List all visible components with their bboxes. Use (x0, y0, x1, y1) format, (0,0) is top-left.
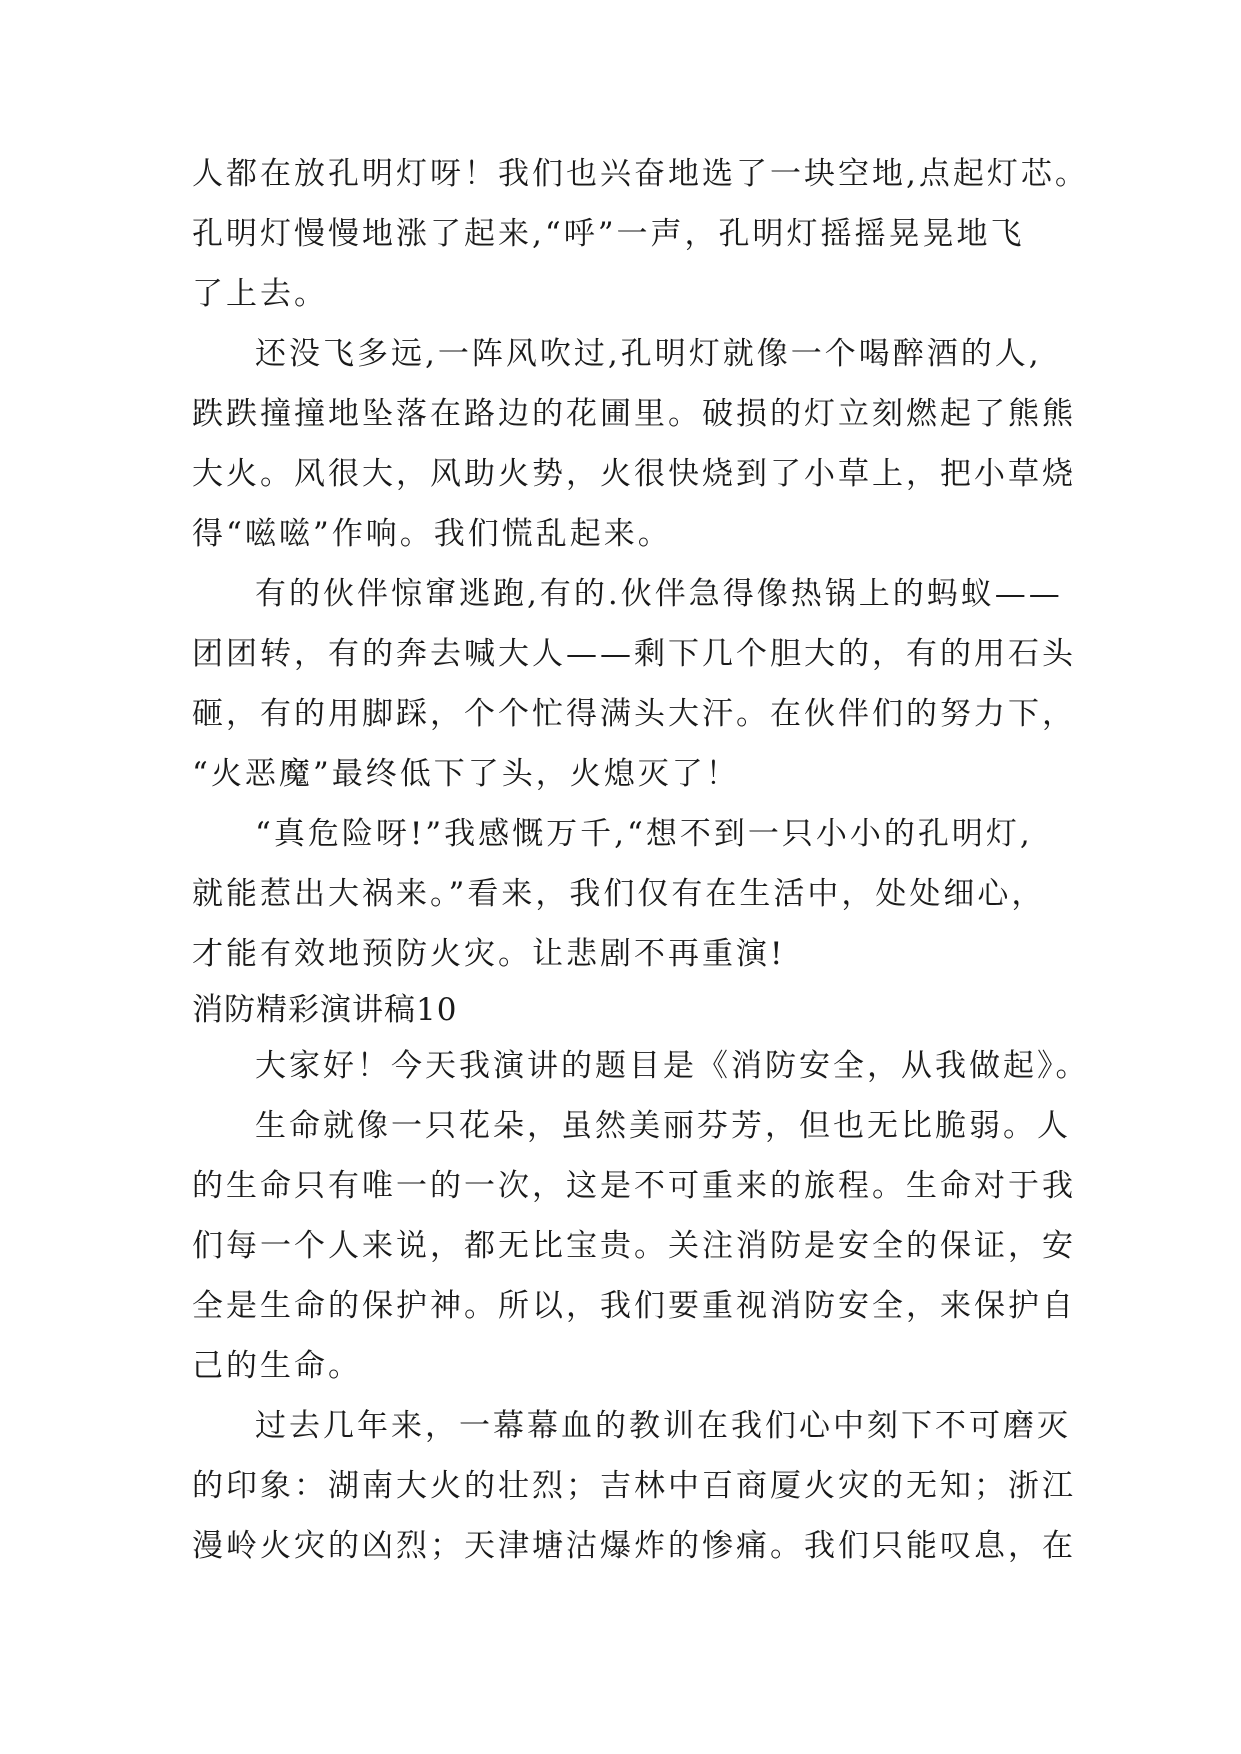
paragraph-line: 漫岭火灾的凶烈；天津塘沽爆炸的惨痛。我们只能叹息，在 (192, 1528, 1076, 1564)
paragraph-line: 人都在放孔明灯呀！我们也兴奋地选了一块空地,点起灯芯。 (192, 156, 1089, 192)
paragraph-line: 生命就像一只花朵，虽然美丽芬芳，但也无比脆弱。人 (255, 1108, 1071, 1144)
paragraph-line: 就能惹出大祸来。”看来，我们仅有在生活中，处处细心， (192, 876, 1046, 912)
paragraph-line: “真危险呀!”我感慨万千,“想不到一只小小的孔明灯, (255, 816, 1033, 852)
paragraph-line: 大火。风很大，风助火势，火很快烧到了小草上，把小草烧 (192, 456, 1076, 492)
paragraph-line: 己的生命。 (192, 1348, 362, 1384)
paragraph-line: 孔明灯慢慢地涨了起来,“呼”一声，孔明灯摇摇晃晃地飞 (192, 216, 1025, 252)
paragraph-line: 团团转，有的奔去喊大人——剩下几个胆大的，有的用石头 (192, 636, 1076, 672)
paragraph-line: “火恶魔”最终低下了头，火熄灭了！ (192, 756, 740, 792)
paragraph-line: 砸，有的用脚踩，个个忙得满头大汗。在伙伴们的努力下， (192, 696, 1076, 732)
paragraph-line: 的印象：湖南大火的壮烈；吉林中百商厦火灾的无知；浙江 (192, 1468, 1076, 1504)
paragraph-line: 全是生命的保护神。所以，我们要重视消防安全，来保护自 (192, 1288, 1076, 1324)
paragraph-line: 们每一个人来说，都无比宝贵。关注消防是安全的保证，安 (192, 1228, 1076, 1264)
paragraph-line: 了上去。 (192, 276, 328, 312)
paragraph-line: 的生命只有唯一的一次，这是不可重来的旅程。生命对于我 (192, 1168, 1076, 1204)
paragraph-line: 还没飞多远,一阵风吹过,孔明灯就像一个喝醉酒的人, (255, 336, 1042, 372)
paragraph-line: 跌跌撞撞地坠落在路边的花圃里。破损的灯立刻燃起了熊熊 (192, 396, 1076, 432)
paragraph-line: 大家好！今天我演讲的题目是《消防安全，从我做起》。 (255, 1048, 1090, 1084)
section-heading: 消防精彩演讲稿10 (192, 992, 458, 1028)
paragraph-line: 得“嗞嗞”作响。我们慌乱起来。 (192, 516, 672, 552)
paragraph-line: 有的伙伴惊窜逃跑,有的.伙伴急得像热锅上的蚂蚁—— (255, 576, 1063, 612)
paragraph-line: 才能有效地预防火灾。让悲剧不再重演! (192, 936, 786, 972)
paragraph-line: 过去几年来，一幕幕血的教训在我们心中刻下不可磨灭 (255, 1408, 1071, 1444)
